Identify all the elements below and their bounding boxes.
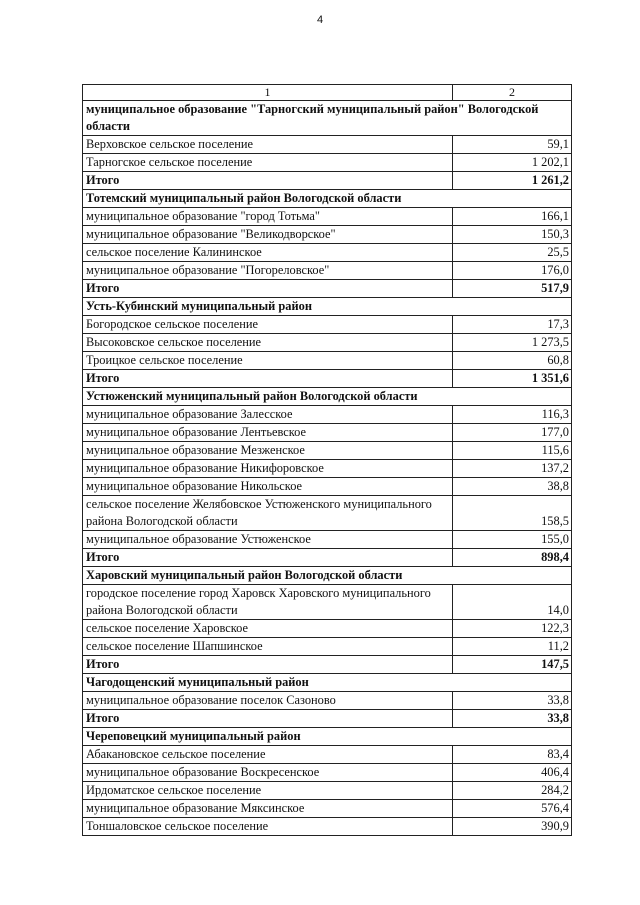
- row-value: 176,0: [453, 262, 572, 280]
- section-title: муниципальное образование "Тарногский муниципальный район" Вологодской области: [83, 101, 572, 136]
- table-row: [83, 692, 572, 710]
- row-value: 576,4: [453, 800, 572, 818]
- section-title-row: [83, 190, 572, 208]
- table-row: [83, 620, 572, 638]
- table-row: [83, 316, 572, 334]
- table-row: [83, 154, 572, 172]
- row-name: Верховское сельское поселение: [83, 136, 453, 154]
- section-title-row: [83, 674, 572, 692]
- total-row: [83, 172, 572, 190]
- table-row: [83, 800, 572, 818]
- table-row: [83, 226, 572, 244]
- total-label: Итого: [83, 710, 453, 728]
- row-name: Тоншаловское сельское поселение: [83, 818, 453, 836]
- table-row: [83, 424, 572, 442]
- row-name: Ирдоматское сельское поселение: [83, 782, 453, 800]
- total-row: [83, 656, 572, 674]
- row-value: 390,9: [453, 818, 572, 836]
- table-row: [83, 638, 572, 656]
- row-name: муниципальное образование Залесское: [83, 406, 453, 424]
- row-name: Троицкое сельское поселение: [83, 352, 453, 370]
- row-name: сельское поселение Харовское: [83, 620, 453, 638]
- row-name: Высоковское сельское поселение: [83, 334, 453, 352]
- row-name: сельское поселение Шапшинское: [83, 638, 453, 656]
- row-value: 59,1: [453, 136, 572, 154]
- row-value: 17,3: [453, 316, 572, 334]
- row-value: 60,8: [453, 352, 572, 370]
- total-value: 1 351,6: [453, 370, 572, 388]
- row-value: 1 273,5: [453, 334, 572, 352]
- section-title-row: [83, 567, 572, 585]
- header-col-2: 2: [453, 85, 572, 101]
- table-row: [83, 585, 572, 620]
- row-name: муниципальное образование "город Тотьма": [83, 208, 453, 226]
- row-name: сельское поселение Калининское: [83, 244, 453, 262]
- row-value: 33,8: [453, 692, 572, 710]
- row-name: муниципальное образование Мезженское: [83, 442, 453, 460]
- row-name: муниципальное образование Устюженское: [83, 531, 453, 549]
- row-value: 83,4: [453, 746, 572, 764]
- table-row: [83, 136, 572, 154]
- table-row: [83, 746, 572, 764]
- row-value: 137,2: [453, 460, 572, 478]
- total-label: Итого: [83, 370, 453, 388]
- table-row: [83, 478, 572, 496]
- row-name: сельское поселение Желябовское Устюженского муниципального района Вологодской области: [83, 496, 453, 531]
- row-name: муниципальное образование Никольское: [83, 478, 453, 496]
- total-value: 147,5: [453, 656, 572, 674]
- table-row: [83, 531, 572, 549]
- row-name: муниципальное образование Никифоровское: [83, 460, 453, 478]
- total-label: Итого: [83, 172, 453, 190]
- table-row: [83, 764, 572, 782]
- table-row: [83, 334, 572, 352]
- total-row: [83, 370, 572, 388]
- row-name: муниципальное образование Мяксинское: [83, 800, 453, 818]
- total-label: Итого: [83, 656, 453, 674]
- total-row: [83, 710, 572, 728]
- section-title: Чагодощенский муниципальный район: [83, 674, 572, 692]
- total-row: [83, 280, 572, 298]
- row-value: 406,4: [453, 764, 572, 782]
- row-value: 14,0: [453, 585, 572, 620]
- table-row: [83, 782, 572, 800]
- table-row: [83, 208, 572, 226]
- section-title: Устюженский муниципальный район Вологодской области: [83, 388, 572, 406]
- row-value: 177,0: [453, 424, 572, 442]
- row-value: 155,0: [453, 531, 572, 549]
- row-value: 284,2: [453, 782, 572, 800]
- row-name: муниципальное образование "Великодворское": [83, 226, 453, 244]
- total-value: 898,4: [453, 549, 572, 567]
- row-name: муниципальное образование "Погореловское": [83, 262, 453, 280]
- table-row: [83, 496, 572, 531]
- allocation-table: [82, 84, 572, 836]
- total-label: Итого: [83, 280, 453, 298]
- section-title-row: [83, 728, 572, 746]
- total-value: 33,8: [453, 710, 572, 728]
- table-row: [83, 442, 572, 460]
- table-row: [83, 262, 572, 280]
- section-title-row: [83, 101, 572, 136]
- section-title: Тотемский муниципальный район Вологодской области: [83, 190, 572, 208]
- row-name: муниципальное образование поселок Сазоново: [83, 692, 453, 710]
- row-value: 115,6: [453, 442, 572, 460]
- section-title: Череповецкий муниципальный район: [83, 728, 572, 746]
- row-value: 150,3: [453, 226, 572, 244]
- row-name: Богородское сельское поселение: [83, 316, 453, 334]
- table-row: [83, 818, 572, 836]
- row-name: Тарногское сельское поселение: [83, 154, 453, 172]
- row-name: муниципальное образование Воскресенское: [83, 764, 453, 782]
- total-row: [83, 549, 572, 567]
- table-row: [83, 244, 572, 262]
- row-value: 38,8: [453, 478, 572, 496]
- section-title: Харовский муниципальный район Вологодской области: [83, 567, 572, 585]
- table-row: [83, 460, 572, 478]
- total-value: 1 261,2: [453, 172, 572, 190]
- row-value: 166,1: [453, 208, 572, 226]
- section-title: Усть-Кубинский муниципальный район: [83, 298, 572, 316]
- total-label: Итого: [83, 549, 453, 567]
- header-col-1: 1: [83, 85, 453, 101]
- page-number: 4: [316, 14, 324, 26]
- row-value: 116,3: [453, 406, 572, 424]
- table-row: [83, 406, 572, 424]
- total-value: 517,9: [453, 280, 572, 298]
- row-value: 11,2: [453, 638, 572, 656]
- table-header-row: [83, 85, 572, 101]
- row-value: 158,5: [453, 496, 572, 531]
- row-name: муниципальное образование Лентьевское: [83, 424, 453, 442]
- row-name: городское поселение город Харовск Харовского муниципального района Вологодской области: [83, 585, 453, 620]
- section-title-row: [83, 388, 572, 406]
- row-value: 25,5: [453, 244, 572, 262]
- row-value: 1 202,1: [453, 154, 572, 172]
- row-name: Абакановское сельское поселение: [83, 746, 453, 764]
- row-value: 122,3: [453, 620, 572, 638]
- section-title-row: [83, 298, 572, 316]
- table-row: [83, 352, 572, 370]
